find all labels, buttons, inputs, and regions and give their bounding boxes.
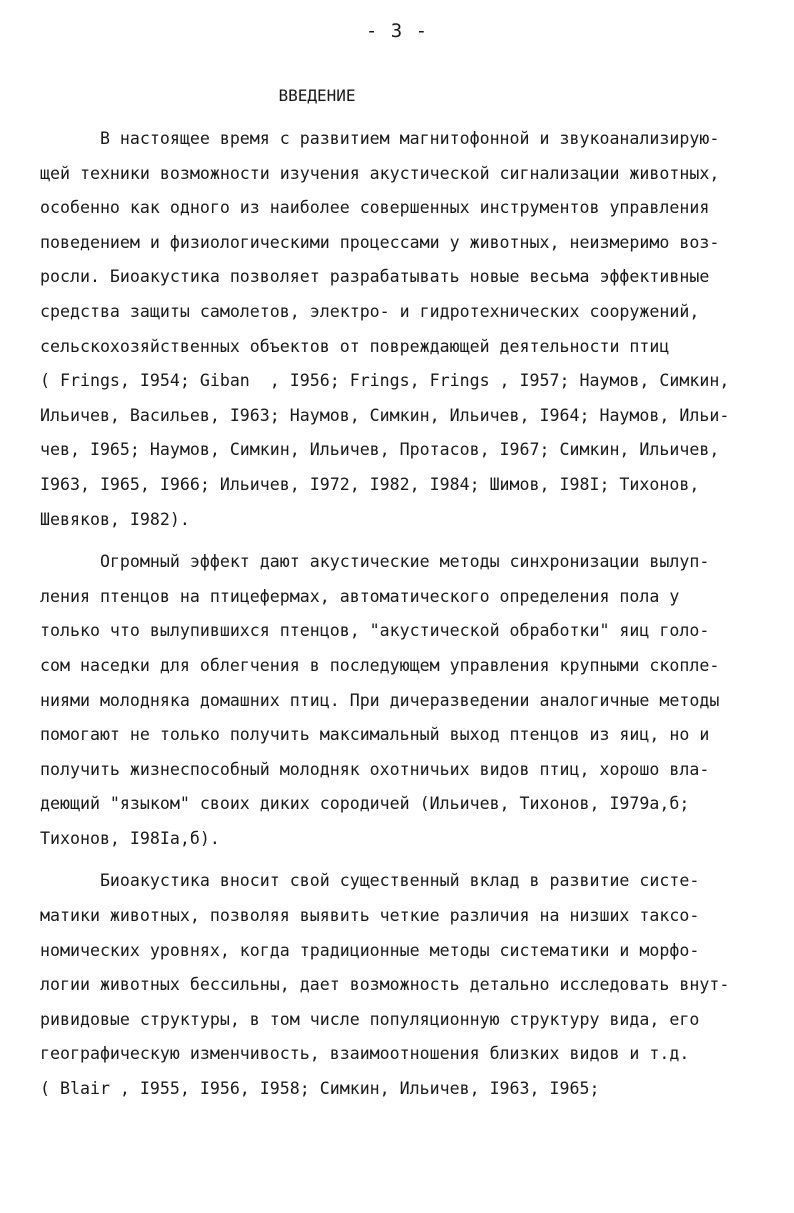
- text-line: I963, I965, I966; Ильичев, I972, I982, I984; Шимов, I98I; Тихонов,: [40, 474, 700, 494]
- text-line: сельскохозяйственных объектов от повреждающей деятельности птиц: [40, 336, 670, 356]
- text-line: матики животных, позволяя выявить четкие различия на низших таксо-: [40, 906, 700, 926]
- text-line: Биоакустика вносит свой существенный вклад в развитие систе-: [40, 871, 700, 891]
- document-body: [40, 122, 770, 1107]
- text-line: ниями молодняка домашних птиц. При дичеразведении аналогичные методы: [40, 690, 720, 710]
- text-line: чев, I965; Наумов, Симкин, Ильичев, Протасов, I967; Симкин, Ильичев,: [40, 440, 720, 460]
- section-heading: ВВЕДЕНИЕ: [278, 86, 356, 105]
- text-line: деющий "языком" своих диких сородичей (Ильичев, Тихонов, I979а,б;: [40, 794, 690, 814]
- text-line: номических уровнях, когда традиционные методы систематики и морфо-: [40, 940, 700, 960]
- page-number: - 3 -: [365, 20, 429, 42]
- text-line: Огромный эффект дают акустические методы синхронизации вылуп-: [40, 552, 710, 572]
- text-line: сом наседки для облегчения в последующем управления крупными скопле-: [40, 655, 720, 675]
- text-line: Ильичев, Васильев, I963; Наумов, Симкин, Ильичев, I964; Наумов, Ильи-: [40, 405, 730, 425]
- text-line: средства защиты самолетов, электро- и гидротехнических сооружений,: [40, 301, 700, 321]
- text-line: щей техники возможности изучения акустической сигнализации животных,: [40, 163, 720, 183]
- text-line: географическую изменчивость, взаимоотношения близких видов и т.д.: [40, 1044, 690, 1064]
- text-line: только что вылупившихся птенцов, "акустической обработки" яиц голо-: [40, 621, 710, 641]
- paragraph-1: [40, 122, 770, 537]
- text-line: росли. Биоакустика позволяет разрабатывать новые весьма эффективные: [40, 267, 710, 287]
- text-line: ( Frings, I954; Giban , I956; Frings, Frings , I957; Наумов, Симкин,: [40, 371, 730, 391]
- text-line: ления птенцов на птицефермах, автоматического определения пола у: [40, 586, 680, 606]
- paragraph-gap: [40, 856, 770, 864]
- text-line: Тихонов, I98Iа,б).: [40, 828, 220, 848]
- paragraph-2: [40, 545, 770, 856]
- text-line: логии животных бессильны, дает возможность детально исследовать внут-: [40, 975, 730, 995]
- text-line: получить жизнеспособный молодняк охотничьих видов птиц, хорошо вла-: [40, 759, 710, 779]
- text-line: ривидовые структуры, в том числе популяционную структуру вида, его: [40, 1009, 700, 1029]
- paragraph-gap: [40, 537, 770, 545]
- text-line: В настоящее время с развитием магнитофонной и звукоанализирую-: [40, 129, 720, 148]
- text-line: Шевяков, I982).: [40, 509, 190, 529]
- text-line: поведением и физиологическими процессами у животных, неизмеримо воз-: [40, 232, 720, 252]
- text-line: особенно как одного из наиболее совершенных инструментов управления: [40, 198, 710, 218]
- text-line: ( Blair , I955, I956, I958; Симкин, Ильичев, I963, I965;: [40, 1079, 600, 1099]
- text-line: помогают не только получить максимальный выход птенцов из яиц, но и: [40, 725, 710, 745]
- paragraph-3: [40, 864, 770, 1106]
